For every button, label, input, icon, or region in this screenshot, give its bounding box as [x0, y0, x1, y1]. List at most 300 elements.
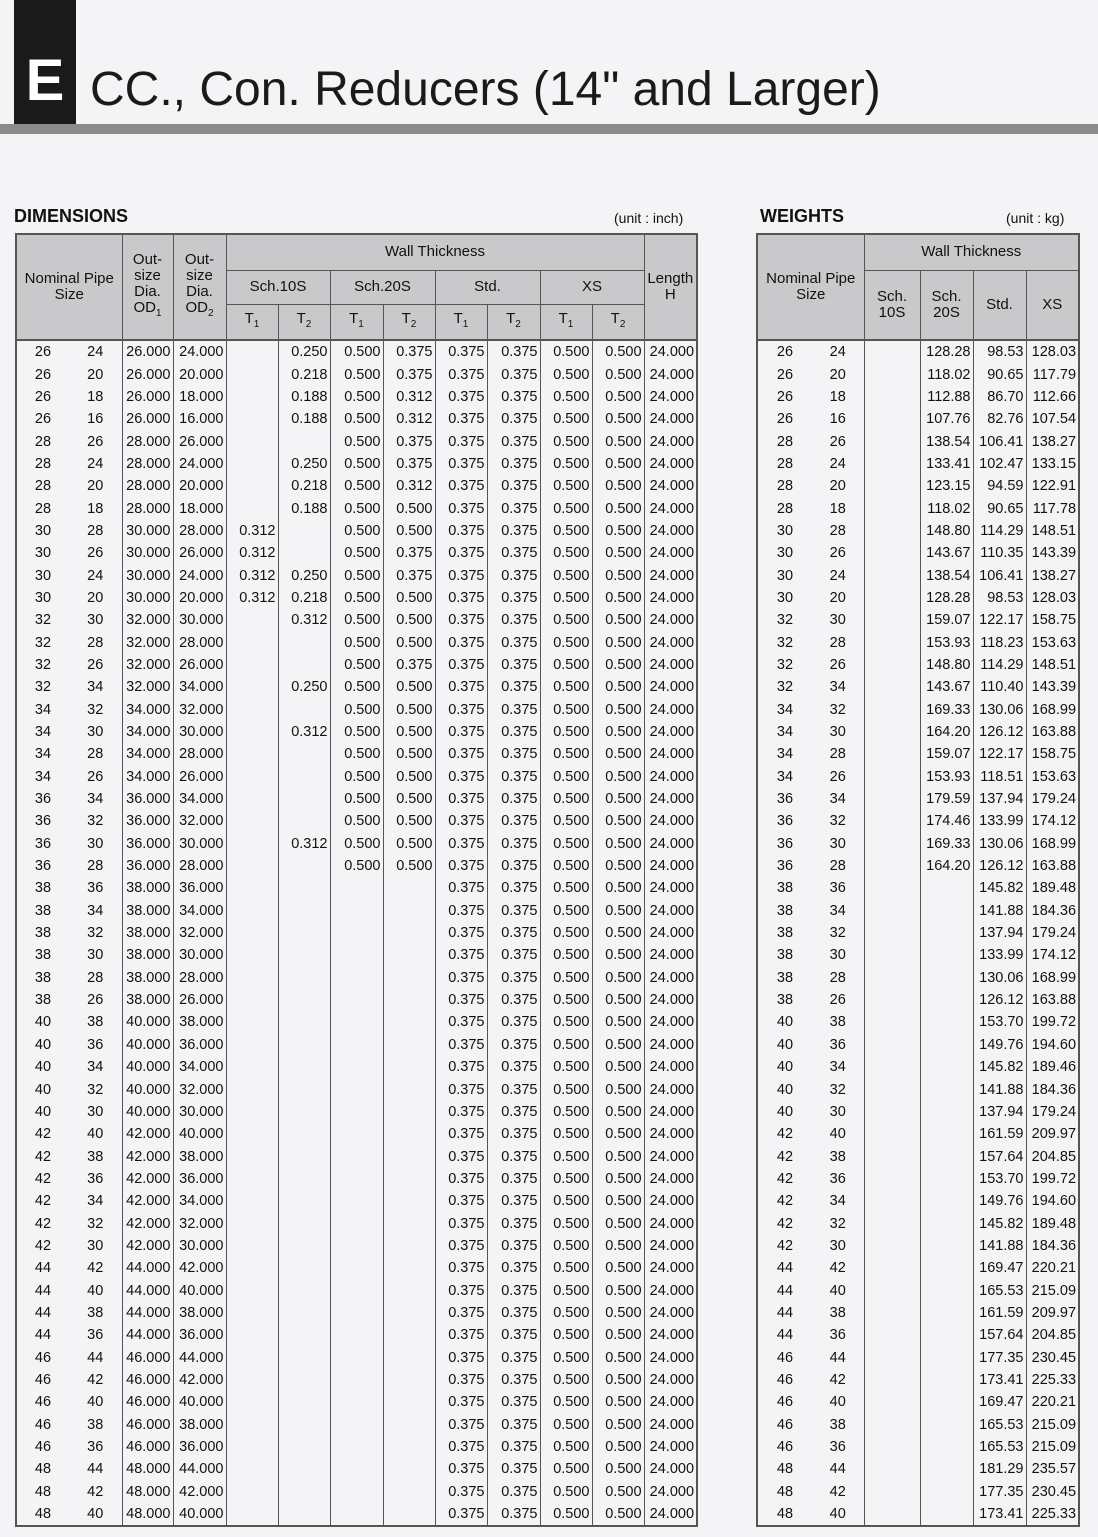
- table-cell: 36: [812, 1324, 864, 1346]
- table-cell: 36: [69, 1436, 122, 1458]
- table-cell: 34: [812, 1190, 864, 1212]
- table-cell: [278, 1279, 330, 1301]
- table-cell: 168.99: [1026, 967, 1079, 989]
- table-cell: 0.375: [435, 855, 487, 877]
- table-cell: 38: [757, 877, 812, 899]
- table-cell: 28: [812, 631, 864, 653]
- table-cell: 18: [69, 497, 122, 519]
- table-cell: 44.000: [122, 1324, 173, 1346]
- table-cell: 30.000: [173, 833, 226, 855]
- table-cell: [330, 1436, 383, 1458]
- table-cell: [383, 1145, 435, 1167]
- od2-header: Out-size Dia. $OD_2$: [173, 234, 226, 340]
- table-cell: 24: [69, 564, 122, 586]
- table-row: [16, 1101, 697, 1123]
- table-cell: 16.000: [173, 408, 226, 430]
- table-row: [16, 1503, 697, 1526]
- table-cell: 34: [69, 676, 122, 698]
- table-cell: [864, 1369, 920, 1391]
- table-cell: [383, 967, 435, 989]
- table-cell: 30.000: [173, 1101, 226, 1123]
- table-cell: 40: [757, 1078, 812, 1100]
- table-cell: 0.500: [383, 609, 435, 631]
- table-cell: 40: [812, 1123, 864, 1145]
- table-cell: 0.375: [435, 833, 487, 855]
- table-cell: 26.000: [173, 542, 226, 564]
- table-cell: [278, 542, 330, 564]
- table-cell: 0.500: [540, 1503, 592, 1526]
- table-cell: [330, 1034, 383, 1056]
- table-cell: 46.000: [122, 1436, 173, 1458]
- table-row: [757, 1324, 1079, 1346]
- table-cell: 26: [812, 430, 864, 452]
- table-cell: 0.500: [592, 1078, 644, 1100]
- table-cell: 44: [812, 1458, 864, 1480]
- table-cell: [864, 1503, 920, 1526]
- table-cell: 0.500: [330, 855, 383, 877]
- table-cell: 28: [757, 453, 812, 475]
- table-cell: 24.000: [644, 453, 697, 475]
- table-cell: 46.000: [122, 1346, 173, 1368]
- table-cell: 40: [16, 1056, 69, 1078]
- table-cell: 46: [757, 1391, 812, 1413]
- table-cell: 26: [757, 386, 812, 408]
- table-cell: [864, 967, 920, 989]
- t2-header: $T_2$: [487, 304, 540, 340]
- table-cell: 0.500: [592, 1279, 644, 1301]
- table-cell: [278, 743, 330, 765]
- table-cell: 0.375: [435, 430, 487, 452]
- table-cell: [330, 1235, 383, 1257]
- table-cell: [330, 1414, 383, 1436]
- table-cell: 126.12: [973, 721, 1026, 743]
- table-cell: 30.000: [173, 944, 226, 966]
- table-cell: 179.24: [1026, 922, 1079, 944]
- table-cell: 36: [16, 788, 69, 810]
- table-cell: 36: [757, 788, 812, 810]
- table-cell: 0.375: [487, 1302, 540, 1324]
- table-cell: 0.250: [278, 340, 330, 363]
- table-cell: [864, 810, 920, 832]
- table-cell: 38: [16, 922, 69, 944]
- table-cell: [920, 1190, 973, 1212]
- table-cell: [864, 877, 920, 899]
- table-cell: [920, 1436, 973, 1458]
- table-cell: [278, 1369, 330, 1391]
- table-cell: 0.375: [487, 654, 540, 676]
- table-cell: 28.000: [122, 453, 173, 475]
- table-cell: 32: [16, 609, 69, 631]
- table-cell: [864, 1235, 920, 1257]
- table-cell: 98.53: [973, 340, 1026, 363]
- table-cell: 24.000: [644, 1346, 697, 1368]
- table-cell: 32: [757, 654, 812, 676]
- table-row: [16, 1302, 697, 1324]
- table-row: [16, 1436, 697, 1458]
- table-cell: 38: [757, 989, 812, 1011]
- table-cell: 26: [16, 340, 69, 363]
- table-cell: [278, 1034, 330, 1056]
- table-cell: 174.12: [1026, 810, 1079, 832]
- table-cell: 0.500: [330, 676, 383, 698]
- table-cell: 230.45: [1026, 1481, 1079, 1503]
- table-cell: 32: [757, 609, 812, 631]
- table-cell: 34.000: [122, 743, 173, 765]
- table-cell: 42: [757, 1212, 812, 1234]
- table-cell: 38.000: [122, 989, 173, 1011]
- dimensions-title: DIMENSIONS: [14, 206, 129, 226]
- table-row: [757, 340, 1079, 363]
- table-cell: 0.500: [540, 900, 592, 922]
- table-cell: 24.000: [644, 386, 697, 408]
- table-cell: 38.000: [173, 1302, 226, 1324]
- table-cell: 30: [69, 833, 122, 855]
- table-cell: 0.375: [487, 699, 540, 721]
- table-cell: [864, 587, 920, 609]
- table-cell: 0.500: [540, 721, 592, 743]
- table-cell: 0.375: [487, 1212, 540, 1234]
- table-cell: 0.375: [435, 654, 487, 676]
- table-cell: [330, 1346, 383, 1368]
- table-cell: [278, 877, 330, 899]
- table-cell: 126.12: [973, 989, 1026, 1011]
- table-cell: 30.000: [173, 609, 226, 631]
- table-cell: 24.000: [644, 609, 697, 631]
- table-cell: 38: [757, 900, 812, 922]
- table-cell: 209.97: [1026, 1302, 1079, 1324]
- table-cell: 26.000: [122, 408, 173, 430]
- table-cell: [330, 1056, 383, 1078]
- table-cell: 28.000: [173, 855, 226, 877]
- table-cell: 0.500: [540, 1056, 592, 1078]
- table-cell: 46: [757, 1346, 812, 1368]
- table-cell: [278, 1503, 330, 1526]
- table-cell: 0.375: [487, 1324, 540, 1346]
- table-cell: 138.27: [1026, 564, 1079, 586]
- table-cell: [920, 944, 973, 966]
- table-cell: 24.000: [644, 810, 697, 832]
- table-cell: 0.500: [383, 520, 435, 542]
- table-cell: 36.000: [122, 833, 173, 855]
- table-cell: 126.12: [973, 855, 1026, 877]
- table-cell: 110.35: [973, 542, 1026, 564]
- table-cell: 0.375: [435, 497, 487, 519]
- table-cell: 112.88: [920, 386, 973, 408]
- table-cell: 24.000: [644, 743, 697, 765]
- table-cell: 0.375: [383, 340, 435, 363]
- table-cell: 0.375: [487, 520, 540, 542]
- table-cell: [330, 967, 383, 989]
- table-cell: 220.21: [1026, 1257, 1079, 1279]
- table-cell: 179.59: [920, 788, 973, 810]
- table-cell: 177.35: [973, 1346, 1026, 1368]
- table-cell: [920, 1235, 973, 1257]
- table-cell: 0.500: [540, 1212, 592, 1234]
- table-cell: 199.72: [1026, 1011, 1079, 1033]
- table-row: [757, 609, 1079, 631]
- table-cell: 24.000: [644, 1391, 697, 1413]
- table-row: [16, 1235, 697, 1257]
- table-cell: 0.375: [487, 944, 540, 966]
- table-cell: 20: [812, 363, 864, 385]
- table-cell: 40.000: [122, 1011, 173, 1033]
- table-cell: [864, 497, 920, 519]
- table-cell: 0.500: [592, 1346, 644, 1368]
- table-cell: [864, 1302, 920, 1324]
- table-cell: 0.500: [540, 475, 592, 497]
- table-cell: 34: [757, 743, 812, 765]
- table-cell: 117.79: [1026, 363, 1079, 385]
- table-cell: 38: [16, 877, 69, 899]
- table-cell: 0.375: [435, 1235, 487, 1257]
- table-cell: 0.500: [592, 721, 644, 743]
- table-cell: 0.500: [540, 340, 592, 363]
- table-cell: [920, 877, 973, 899]
- table-row: [757, 631, 1079, 653]
- table-cell: 0.500: [540, 654, 592, 676]
- table-cell: 28: [16, 430, 69, 452]
- table-cell: [278, 1324, 330, 1346]
- table-cell: 34: [757, 721, 812, 743]
- table-cell: 36: [16, 833, 69, 855]
- table-cell: 0.312: [383, 408, 435, 430]
- table-cell: 0.375: [435, 1436, 487, 1458]
- table-cell: 0.500: [592, 766, 644, 788]
- table-cell: 36.000: [173, 1436, 226, 1458]
- nominal-pipe-size-header: Nominal Pipe Size: [16, 234, 122, 340]
- table-cell: 117.78: [1026, 497, 1079, 519]
- table-cell: 133.99: [973, 944, 1026, 966]
- table-cell: 0.375: [435, 1168, 487, 1190]
- table-cell: 38.000: [122, 900, 173, 922]
- table-row: [757, 520, 1079, 542]
- table-cell: [226, 1056, 278, 1078]
- table-cell: 143.39: [1026, 676, 1079, 698]
- table-cell: 24.000: [644, 1503, 697, 1526]
- table-cell: 16: [69, 408, 122, 430]
- table-cell: 0.500: [592, 833, 644, 855]
- table-cell: 26: [16, 408, 69, 430]
- table-cell: 0.500: [540, 855, 592, 877]
- table-cell: [864, 1145, 920, 1167]
- table-cell: 26.000: [122, 340, 173, 363]
- table-cell: [226, 676, 278, 698]
- table-cell: 32.000: [173, 699, 226, 721]
- table-cell: 0.500: [330, 430, 383, 452]
- table-cell: [278, 766, 330, 788]
- table-cell: 32: [812, 1212, 864, 1234]
- table-row: [16, 631, 697, 653]
- table-row: [757, 900, 1079, 922]
- table-cell: 24.000: [644, 676, 697, 698]
- table-cell: 0.500: [592, 1212, 644, 1234]
- table-cell: [226, 654, 278, 676]
- table-cell: 0.500: [540, 564, 592, 586]
- table-cell: [864, 1436, 920, 1458]
- table-cell: 159.07: [920, 743, 973, 765]
- table-cell: 199.72: [1026, 1168, 1079, 1190]
- table-cell: 106.41: [973, 564, 1026, 586]
- table-cell: 122.17: [973, 743, 1026, 765]
- table-cell: [226, 1190, 278, 1212]
- table-cell: 122.91: [1026, 475, 1079, 497]
- table-cell: 26.000: [122, 363, 173, 385]
- table-cell: 0.500: [540, 922, 592, 944]
- table-cell: 0.375: [435, 1190, 487, 1212]
- table-cell: 24.000: [644, 1078, 697, 1100]
- table-cell: 24.000: [644, 520, 697, 542]
- dimensions-unit: (unit : inch): [614, 210, 684, 226]
- table-cell: 44.000: [122, 1279, 173, 1301]
- table-cell: 20.000: [173, 475, 226, 497]
- table-cell: 0.375: [435, 1414, 487, 1436]
- table-cell: 32: [812, 1078, 864, 1100]
- table-cell: 0.500: [540, 408, 592, 430]
- table-cell: 165.53: [973, 1436, 1026, 1458]
- table-cell: [383, 1190, 435, 1212]
- table-cell: [330, 1078, 383, 1100]
- table-cell: [226, 430, 278, 452]
- table-cell: 158.75: [1026, 609, 1079, 631]
- table-cell: [226, 475, 278, 497]
- table-cell: 0.375: [487, 1279, 540, 1301]
- table-cell: 26: [16, 386, 69, 408]
- table-cell: 40.000: [122, 1078, 173, 1100]
- table-cell: 0.218: [278, 475, 330, 497]
- table-cell: 0.375: [487, 676, 540, 698]
- table-cell: 34: [69, 1190, 122, 1212]
- table-cell: 204.85: [1026, 1145, 1079, 1167]
- table-cell: 46.000: [122, 1391, 173, 1413]
- table-cell: 24.000: [644, 587, 697, 609]
- table-row: [757, 1279, 1079, 1301]
- table-cell: [330, 1011, 383, 1033]
- table-row: [757, 967, 1079, 989]
- table-cell: 42: [757, 1123, 812, 1145]
- table-cell: 0.500: [592, 1190, 644, 1212]
- weights-xs-header: XS: [1026, 270, 1079, 340]
- table-cell: 0.500: [592, 1056, 644, 1078]
- table-cell: 16: [812, 408, 864, 430]
- table-row: [16, 699, 697, 721]
- table-cell: 90.65: [973, 497, 1026, 519]
- table-cell: 38: [812, 1414, 864, 1436]
- table-cell: 32.000: [173, 1212, 226, 1234]
- table-cell: 0.312: [383, 386, 435, 408]
- table-cell: [864, 721, 920, 743]
- table-cell: 26.000: [173, 430, 226, 452]
- table-cell: 40: [69, 1123, 122, 1145]
- table-cell: 0.500: [330, 810, 383, 832]
- table-cell: 30: [16, 520, 69, 542]
- table-cell: 0.500: [592, 1503, 644, 1526]
- table-cell: 40: [757, 1011, 812, 1033]
- table-cell: 26: [757, 408, 812, 430]
- table-cell: [864, 989, 920, 1011]
- table-cell: [864, 699, 920, 721]
- table-cell: 36: [757, 855, 812, 877]
- table-cell: [226, 721, 278, 743]
- table-cell: 32.000: [173, 922, 226, 944]
- table-cell: 34: [16, 743, 69, 765]
- table-row: [16, 877, 697, 899]
- table-cell: 48: [16, 1458, 69, 1480]
- table-cell: 28: [69, 520, 122, 542]
- table-cell: 46: [757, 1436, 812, 1458]
- table-cell: 0.375: [435, 1369, 487, 1391]
- table-cell: 0.375: [487, 1145, 540, 1167]
- table-cell: [226, 1324, 278, 1346]
- table-cell: 0.375: [487, 1078, 540, 1100]
- table-cell: 0.375: [487, 1346, 540, 1368]
- table-cell: 0.375: [435, 1458, 487, 1480]
- table-cell: 32: [757, 676, 812, 698]
- table-cell: [330, 1324, 383, 1346]
- table-row: [16, 1414, 697, 1436]
- table-cell: 48: [757, 1481, 812, 1503]
- table-row: [16, 1346, 697, 1368]
- t1-header: $T_1$: [226, 304, 278, 340]
- table-cell: [226, 386, 278, 408]
- table-cell: 32.000: [122, 676, 173, 698]
- table-cell: [278, 944, 330, 966]
- table-cell: 0.500: [540, 1168, 592, 1190]
- table-cell: 30: [69, 1235, 122, 1257]
- table-cell: 0.375: [435, 1034, 487, 1056]
- table-cell: 24.000: [644, 1056, 697, 1078]
- table-cell: 0.500: [540, 1369, 592, 1391]
- table-cell: 0.375: [383, 430, 435, 452]
- table-cell: [330, 989, 383, 1011]
- table-cell: [864, 408, 920, 430]
- table-cell: 46.000: [122, 1369, 173, 1391]
- table-row: [16, 363, 697, 385]
- table-cell: 163.88: [1026, 989, 1079, 1011]
- table-cell: 0.375: [435, 1145, 487, 1167]
- table-cell: [864, 944, 920, 966]
- table-cell: 0.500: [540, 1346, 592, 1368]
- table-row: [757, 855, 1079, 877]
- t2-header: $T_2$: [278, 304, 330, 340]
- table-cell: 0.500: [540, 699, 592, 721]
- table-cell: 138.27: [1026, 430, 1079, 452]
- table-cell: 179.24: [1026, 788, 1079, 810]
- table-cell: 0.250: [278, 564, 330, 586]
- table-cell: 0.500: [592, 1257, 644, 1279]
- table-cell: [864, 654, 920, 676]
- table-cell: 0.375: [487, 1391, 540, 1413]
- table-cell: 26: [69, 430, 122, 452]
- table-cell: [226, 922, 278, 944]
- table-cell: 220.21: [1026, 1391, 1079, 1413]
- table-cell: [226, 900, 278, 922]
- table-cell: 0.500: [330, 766, 383, 788]
- table-cell: 20: [812, 475, 864, 497]
- table-cell: 24.000: [644, 497, 697, 519]
- table-cell: 0.500: [592, 1034, 644, 1056]
- table-cell: 0.500: [330, 564, 383, 586]
- table-cell: 36: [757, 833, 812, 855]
- table-cell: 28: [757, 497, 812, 519]
- table-row: [16, 1168, 697, 1190]
- table-cell: 30: [812, 609, 864, 631]
- table-cell: 48.000: [122, 1458, 173, 1480]
- table-cell: 34: [757, 699, 812, 721]
- table-cell: [226, 766, 278, 788]
- table-cell: [278, 1302, 330, 1324]
- table-cell: [278, 1391, 330, 1413]
- xs-header: XS: [540, 270, 644, 304]
